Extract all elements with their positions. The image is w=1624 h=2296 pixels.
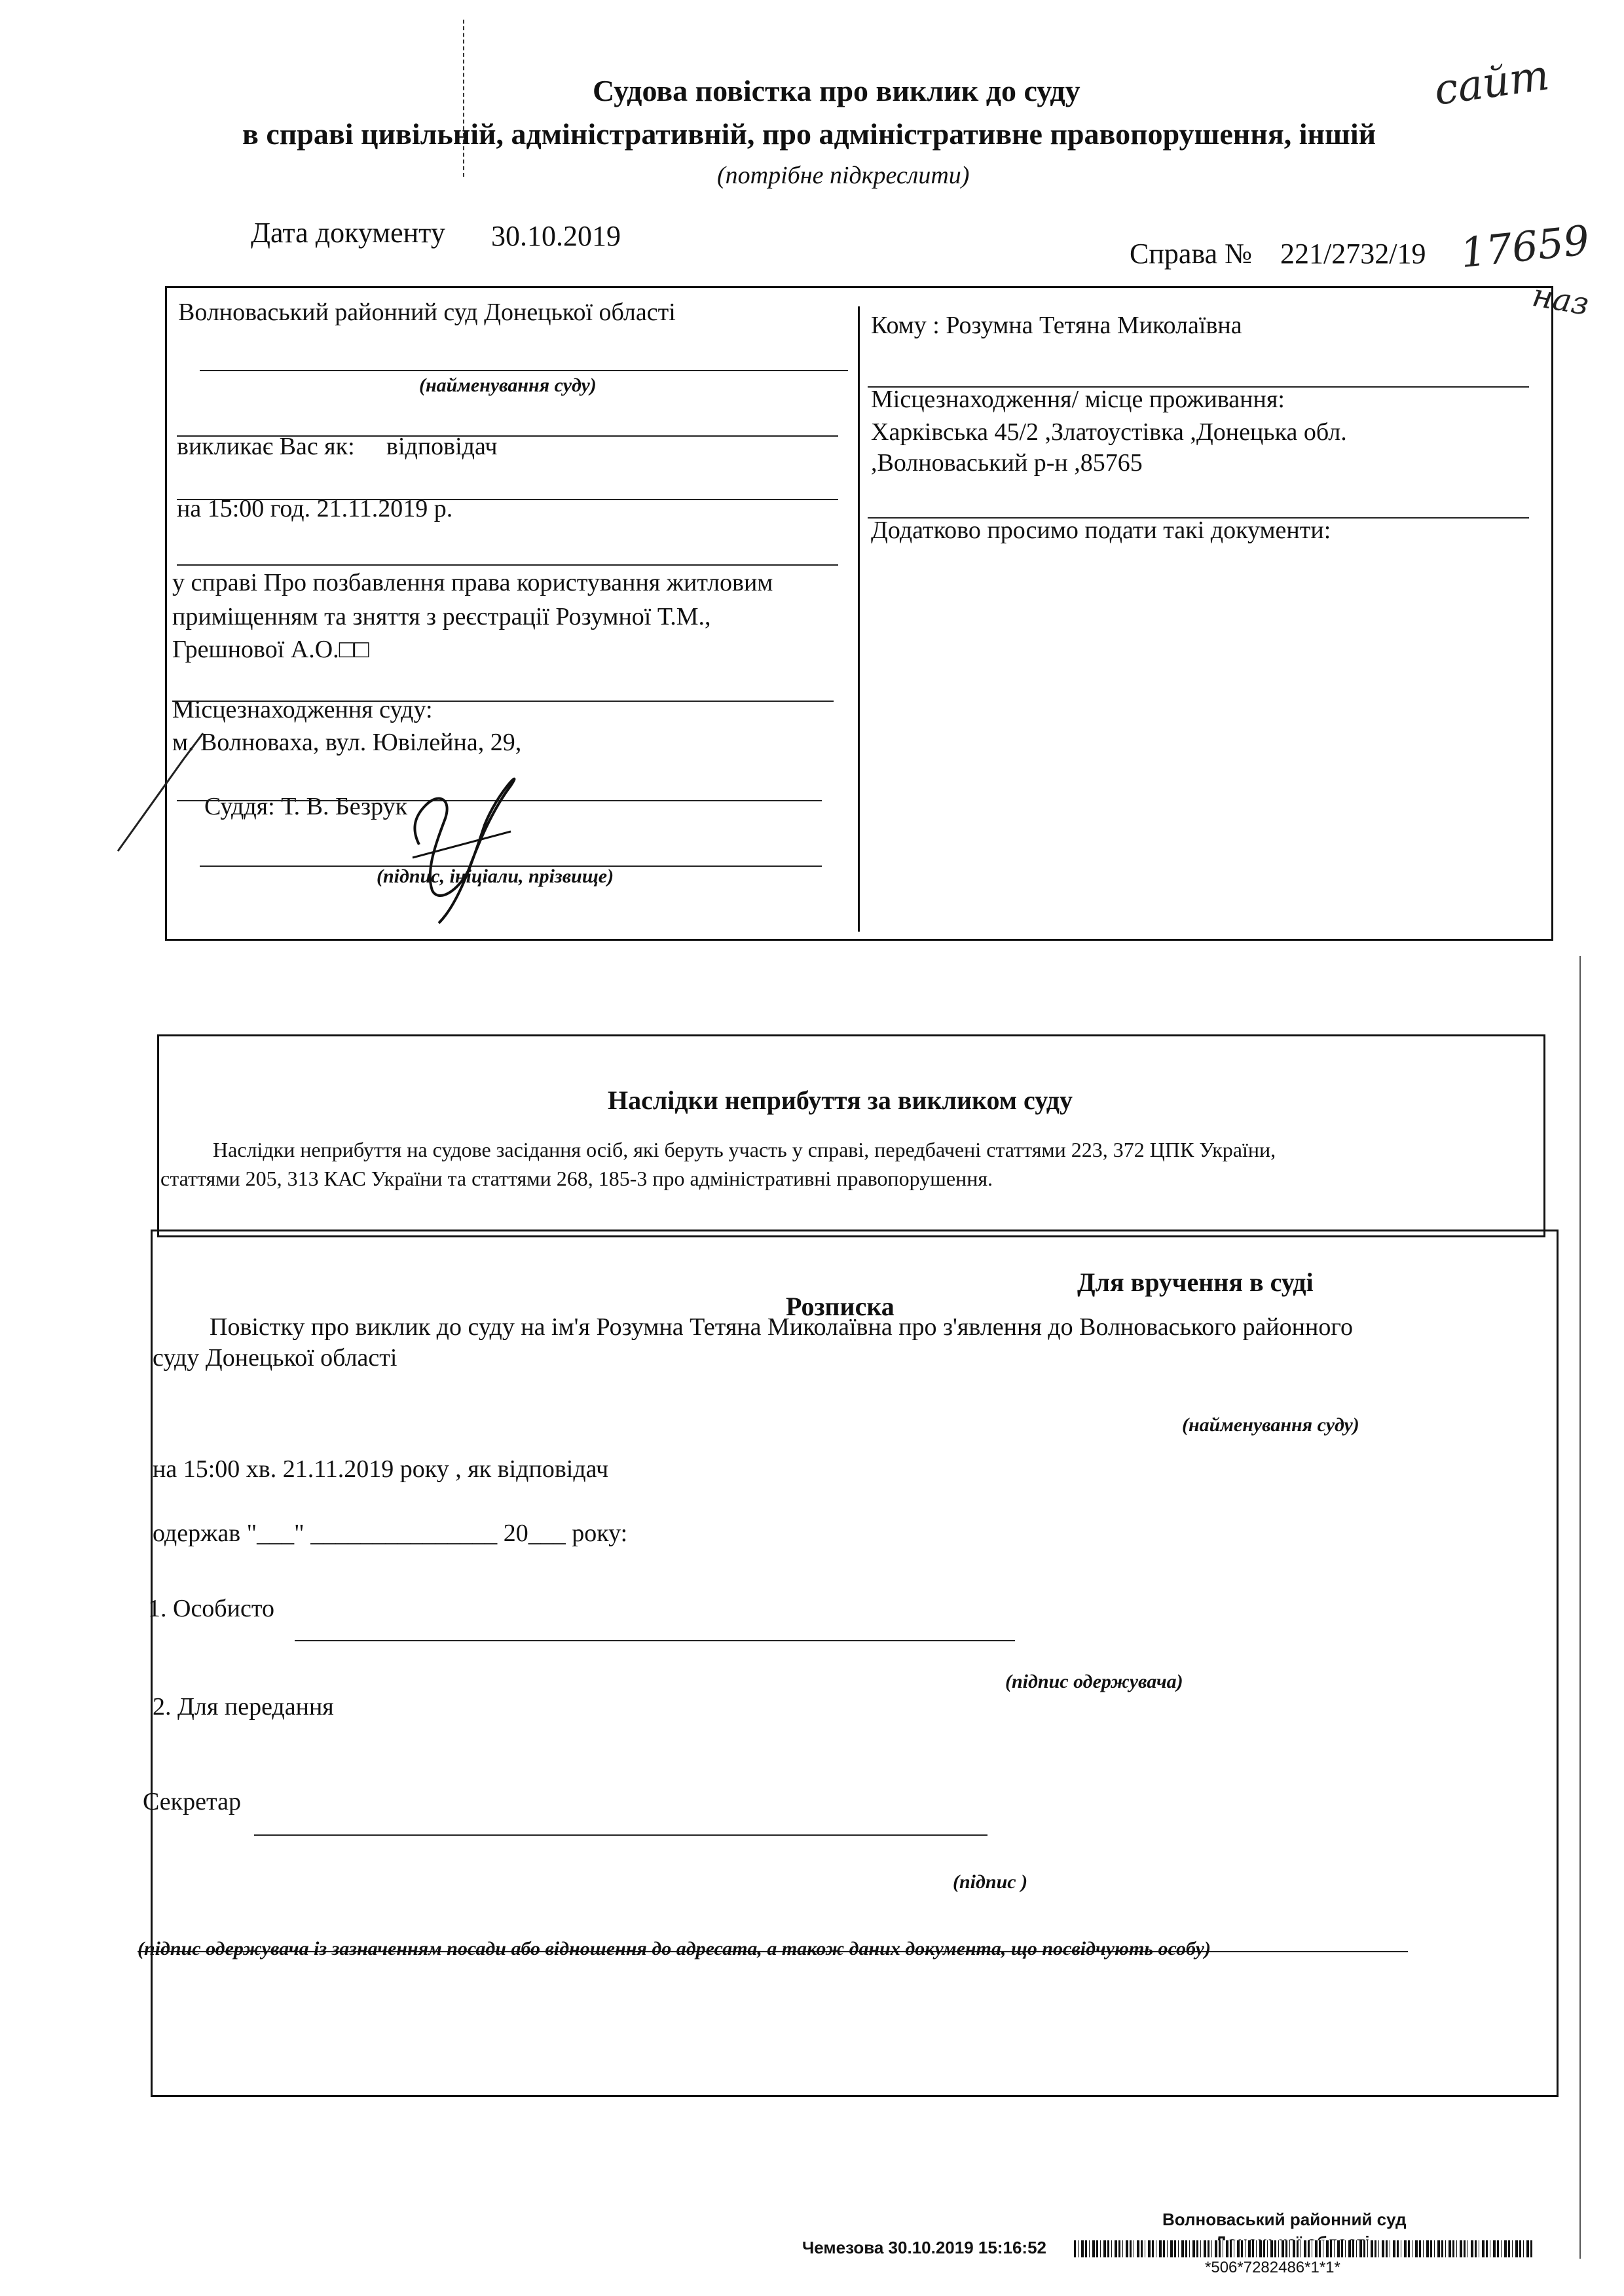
- barcode-text: *506*7282486*1*1*: [1205, 2259, 1340, 2276]
- recipient-signature-caption: (підпис одержувача): [1005, 1671, 1183, 1692]
- for-court-label: Для вручення в суді: [1077, 1267, 1314, 1297]
- document-date-value: 30.10.2019: [491, 220, 621, 252]
- secretary-signature-line: [254, 1834, 987, 1836]
- recipient-details-caption: (підпис одержувача із зазначенням посади або відношення до адресата, а також даних документа, що посвідчують особу): [138, 1938, 1211, 1959]
- receipt-line2: суду Донецької області: [153, 1344, 397, 1372]
- receipt-line1: Повістку про виклик до суду на ім'я Розумна Тетяна Миколаївна про з'явлення до Волноваського районного: [210, 1313, 1353, 1341]
- secretary-label: Секретар: [143, 1788, 241, 1815]
- court-name: Волноваський районний суд Донецької області: [178, 299, 676, 326]
- consequences-text-line2: статтями 205, 313 КАС України та статтями 268, 185-3 про адміністративні правопорушення.: [160, 1167, 993, 1190]
- fold-mark: [463, 20, 464, 177]
- address-label: Місцезнаходження/ місце проживання:: [871, 386, 1285, 413]
- case-number-value: 221/2732/19: [1280, 238, 1426, 270]
- consequences-text-line1: Наслідки неприбуття на судове засідання осіб, які беруть участь у справі, передбачені статтями 223, 372 ЦПК України,: [213, 1138, 1276, 1161]
- printed-by-line: Чемезова 30.10.2019 15:16:52: [802, 2238, 1046, 2257]
- extra-documents-label: Додатково просимо подати такі документи:: [871, 517, 1331, 544]
- document-date-label: Дата документу: [251, 217, 445, 249]
- underline-note: (потрібне підкреслити): [717, 162, 970, 189]
- judge-signature: [105, 694, 550, 930]
- signature-caption: (підпис, ініціали, прізвище): [377, 866, 614, 887]
- receipt-time: на 15:00 хв. 21.11.2019 року , як відповідач: [153, 1455, 609, 1483]
- judge-name: Суддя: Т. В. Безрук: [204, 793, 408, 820]
- table-divider: [858, 306, 860, 932]
- document-title: Судова повістка про виклик до суду: [593, 74, 1080, 107]
- received-date-line: одержав "___" _______________ 20___ року:: [153, 1520, 628, 1547]
- summon-as-value: відповідач: [386, 433, 498, 460]
- barcode: [1074, 2240, 1532, 2257]
- secretary-signature-caption: (підпис ): [953, 1871, 1028, 1893]
- case-number-label: Справа №: [1130, 238, 1253, 270]
- personally-signature-line: [295, 1640, 1015, 1641]
- consequences-title: Наслідки неприбуття за викликом суду: [608, 1085, 1073, 1115]
- receipt-title: Розписка: [786, 1292, 895, 1321]
- case-subject-line2: приміщенням та зняття з реєстрації Розумної Т.М.,: [172, 603, 711, 630]
- court-location-label: Місцезнаходження суду:: [172, 696, 433, 723]
- case-subject-line1: у справі Про позбавлення права користування житловим: [172, 569, 773, 596]
- court-name-line: [200, 370, 848, 371]
- footer-court-line1: Волноваський районний суд: [1162, 2210, 1407, 2229]
- handwritten-case-note: 17659: [1458, 215, 1592, 278]
- transfer-label: 2. Для передання: [153, 1693, 334, 1721]
- handwritten-note-top: сайт: [1431, 51, 1553, 115]
- document-subtitle: в справі цивільній, адміністративній, про адміністративне правопорушення, іншій: [242, 117, 1376, 151]
- personally-label: 1. Особисто: [148, 1595, 274, 1622]
- address-line1: Харківська 45/2 ,Златоустівка ,Донецька обл.: [871, 418, 1347, 446]
- court-location-value: м. Волноваха, вул. Ювілейна, 29,: [172, 729, 522, 756]
- court-name-caption: (найменування суду): [419, 374, 597, 396]
- hearing-time: на 15:00 год. 21.11.2019 р.: [177, 495, 453, 522]
- court-name-caption-receipt: (найменування суду): [1182, 1414, 1359, 1436]
- summon-as-label: викликає Вас як:: [177, 433, 355, 460]
- divider-line: [177, 564, 838, 566]
- recipient-name: Кому : Розумна Тетяна Миколаївна: [871, 312, 1242, 339]
- address-line2: ,Волноваський р-н ,85765: [871, 449, 1143, 477]
- case-subject-line3: Грешнової А.О.□□: [172, 636, 369, 663]
- scan-edge: [1579, 956, 1581, 2259]
- consequences-box: [157, 1034, 1545, 1237]
- handwritten-margin-note: наз: [1529, 276, 1592, 323]
